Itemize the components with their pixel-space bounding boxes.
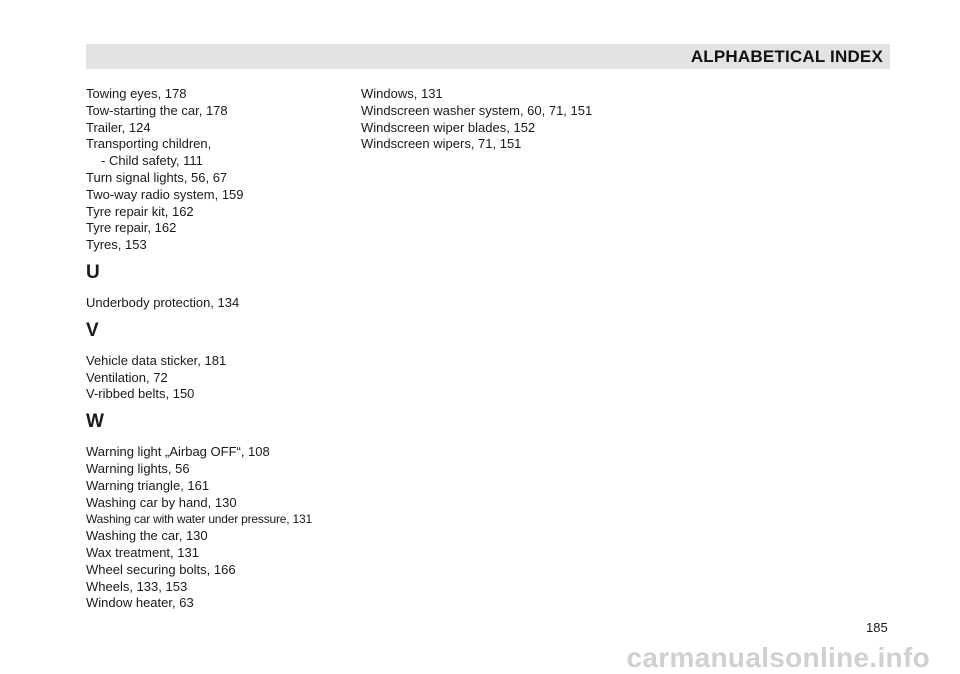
section-letter: V <box>86 319 99 341</box>
index-entry: V-ribbed belts, 150 <box>86 386 195 402</box>
index-entry: Washing car by hand, 130 <box>86 494 237 510</box>
index-entry: Wheels, 133, 153 <box>86 578 188 594</box>
page-number: 185 <box>866 620 888 635</box>
index-entry: Transporting children, <box>86 136 212 152</box>
watermark <box>0 642 960 673</box>
index-subentry: - Child safety, 111 <box>101 153 203 169</box>
index-entry: Trailer, 124 <box>86 119 151 135</box>
index-entry: Tyre repair kit, 162 <box>86 203 194 219</box>
index-entry: Windscreen washer system, 60, 71, 151 <box>361 102 593 118</box>
index-entry: Turn signal lights, 56, 67 <box>86 169 228 185</box>
index-entry: Two-way radio system, 159 <box>86 186 244 202</box>
section-letter: W <box>86 411 104 433</box>
index-entry: Towing eyes, 178 <box>86 86 187 101</box>
index-entry: Tyres, 153 <box>86 237 147 253</box>
index-entry: Windscreen wiper blades, 152 <box>361 119 536 135</box>
index-entry: Window heater, 63 <box>86 595 194 611</box>
index-entry: Wheel securing bolts, 166 <box>86 561 236 577</box>
index-entry: Tyre repair, 162 <box>86 220 177 236</box>
header-bar <box>86 44 890 69</box>
index-entry: Vehicle data sticker, 181 <box>86 352 227 368</box>
index-entry: Windows, 131 <box>361 86 443 101</box>
index-entry: Warning triangle, 161 <box>86 477 210 493</box>
index-entry: Tow-starting the car, 178 <box>86 102 228 118</box>
index-entry: Underbody protection, 134 <box>86 294 240 310</box>
index-entry: Windscreen wipers, 71, 151 <box>361 136 522 152</box>
index-column-left <box>86 86 356 612</box>
section-letter: U <box>86 261 100 283</box>
index-column-right <box>361 86 661 153</box>
index-entry: Wax treatment, 131 <box>86 544 199 560</box>
page-title: ALPHABETICAL INDEX <box>690 47 883 66</box>
index-entry: Warning light „Airbag OFF“, 108 <box>86 444 270 460</box>
index-entry: Warning lights, 56 <box>86 460 190 476</box>
index-entry: Washing the car, 130 <box>86 528 208 544</box>
index-entry: Ventilation, 72 <box>86 369 168 385</box>
index-entry: Washing car with water under pressure, 131 <box>86 512 312 527</box>
watermark-text: carmanualsonline.info <box>626 641 930 673</box>
